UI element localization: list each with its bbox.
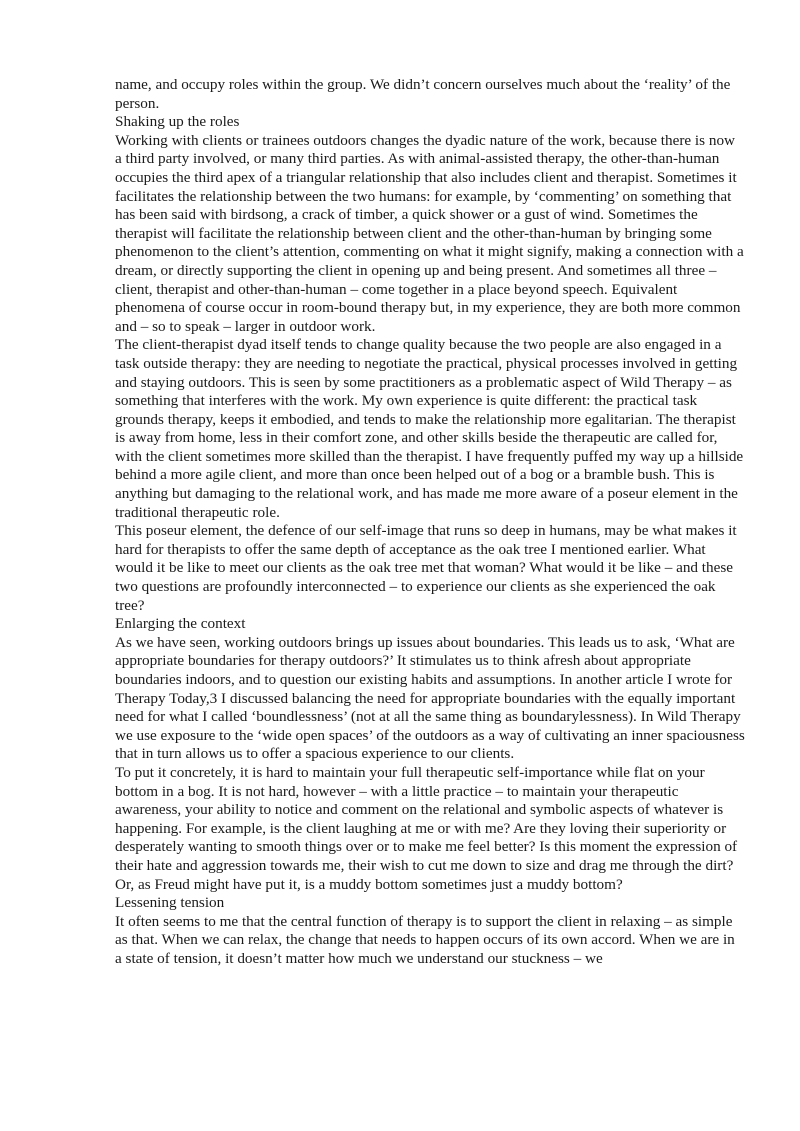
section-heading-shaking-up-the-roles: Shaking up the roles xyxy=(115,113,240,131)
paragraph-concretely: To put it concretely, it is hard to maintain your full therapeutic self-importance while flat on your bottom in a bog. It is not hard, however – with a little practice – to maintain your therapeutic awareness, your ability to notice and comment on the relational and symbolic aspects of whatever is happening. For example, is the client laughing at me or with me? Are they loving their superiority or desperately wanting to smooth things over or to make me feel better? Is this moment the expression of their hate and aggression towards me, their wish to cut me down to size and drag me through the dirt? Or, as Freud might have put it, is a muddy bottom sometimes just a muddy bottom? xyxy=(115,763,738,893)
paragraph-relaxing: It often seems to me that the central function of therapy is to support the client in relaxing – as simple as that. When we can relax, the change that needs to happen occurs of its own accord. When we are in a state of tension, it doesn’t matter how much we understand our stuckness – we xyxy=(115,912,735,967)
paragraph-continuation: name, and occupy roles within the group. We didn’t concern ourselves much about the ‘reality’ of the person. xyxy=(115,76,731,112)
section-heading-enlarging-the-context: Enlarging the context xyxy=(115,615,246,633)
document-page xyxy=(115,76,745,969)
paragraph-poseur: This poseur element, the defence of our self-image that runs so deep in humans, may be what makes it hard for therapists to offer the same depth of acceptance as the oak tree I mentioned earlier. What would it be like to meet our clients as the oak tree met that woman? What would it be like – and these two questions are profoundly interconnected – to experience our clients as she experienced the oak tree? xyxy=(115,522,737,614)
section-heading-lessening-tension: Lessening tension xyxy=(115,894,225,912)
paragraph-dyad: The client-therapist dyad itself tends to change quality because the two people are also engaged in a task outside therapy: they are needing to negotiate the practical, physical processes involved in getting and staying outdoors. This is seen by some practitioners as a problematic aspect of Wild Therapy – as something that interferes with the work. My own experience is quite different: the practical task grounds therapy, keeps it embodied, and tends to make the relationship more egalitarian. The therapist is away from home, less in their comfort zone, and other skills beside the therapeutic are called for, with the client sometimes more skilled than the therapist. I have frequently puffed my way up a hillside behind a more agile client, and more than once been helped out of a bog or a bramble bush. This is anything but damaging to the relational work, and has made me more aware of a poseur element in the traditional therapeutic role. xyxy=(115,336,744,521)
paragraph-third-party: Working with clients or trainees outdoors changes the dyadic nature of the work, because there is now a third party involved, or many third parties. As with animal-assisted therapy, the other-than-human occupies the third apex of a triangular relationship that also includes client and therapist. Sometimes it facilitates the relationship between the two humans: for example, by ‘commenting’ on something that has been said with birdsong, a crack of timber, a quick shower or a gust of wind. Sometimes the therapist will facilitate the relationship between client and the other-than-human by bringing some phenomenon to the client’s attention, commenting on what it might signify, making a connection with a dream, or directly supporting the client in opening up and being present. And sometimes all three – client, therapist and other-than-human – come together in a place beyond speech. Equivalent phenomena of course occur in room-bound therapy but, in my experience, they are both more common and – so to speak – larger in outdoor work. xyxy=(115,131,744,335)
paragraph-boundaries: As we have seen, working outdoors brings up issues about boundaries. This leads us to ask, ‘What are appropriate boundaries for therapy outdoors?’ It stimulates us to think afresh about appropriate boundaries indoors, and to question our existing habits and assumptions. In another article I wrote for Therapy Today,3 I discussed balancing the need for appropriate boundaries with the equally important need for what I called ‘boundlessness’ (not at all the same thing as boundarylessness). In Wild Therapy we use exposure to the ‘wide open spaces’ of the outdoors as a way of cultivating an inner spaciousness that in turn allows us to offer a spacious experience to our clients. xyxy=(115,633,745,763)
